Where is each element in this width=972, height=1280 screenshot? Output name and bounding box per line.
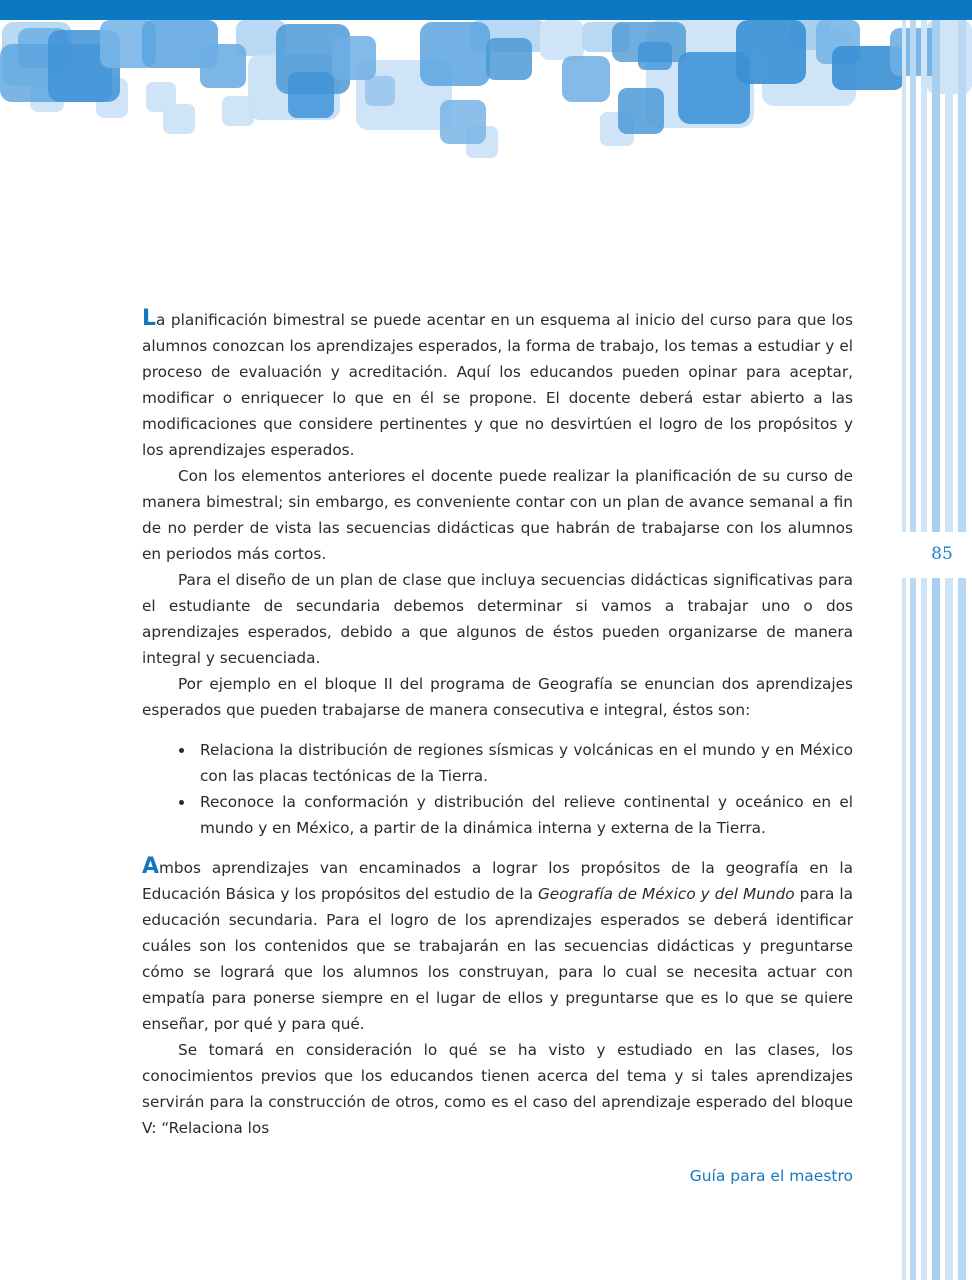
paragraph-5	[142, 855, 853, 1037]
page-number: 85	[931, 544, 953, 564]
footer-title: Guía para el maestro	[689, 1167, 853, 1185]
paragraph-3: Para el diseño de un plan de clase que incluya secuencias didácticas significativas para el estudiante de secundaria debemos determinar si vamos a trabajar uno o dos aprendizajes esperados, debido a que algunos de éstos pueden organizarse de manera integral y secuenciada.	[142, 571, 853, 667]
paragraph-2: Con los elementos anteriores el docente puede realizar la planificación de su curso de manera bimestral; sin embargo, es conveniente contar con un plan de avance semanal a fin de no perder de vista las secuencias didácticas que habrán de trabajarse con los alumnos en periodos más cortos.	[142, 467, 853, 563]
dropcap-a: A	[142, 854, 160, 879]
paragraph-4: Por ejemplo en el bloque II del programa de Geografía se enuncian dos aprendizajes esperados que pueden trabajarse de manera consecutiva e integral, éstos son:	[142, 675, 853, 719]
paragraph-1-text: a planificación bimestral se puede acentar en un esquema al inicio del curso para que los alumnos conozcan los aprendizajes esperados, la forma de trabajo, los temas a estudiar y el proceso de evaluación y acreditación. Aquí los educandos pueden opinar para aceptar, modificar o enriquecer lo que en él se propone. El docente deberá estar abierto a las modificaciones que considere pertinentes y que no desvirtúen el logro de los propósitos y los aprendizajes esperados.	[142, 311, 853, 459]
mid-squares	[0, 20, 940, 144]
list-item: Reconoce la conformación y distribución del relieve continental y oceánico en el mundo y en México, a partir de la dinámica interna y externa de la Tierra.	[200, 789, 853, 841]
body-text	[142, 307, 853, 1141]
decorative-side-stripes	[902, 20, 972, 1280]
book-title: Geografía de México y del Mundo	[537, 885, 795, 903]
paragraph-5-text-before: mbos aprendizajes van encaminados a lograr los propósitos de la geografía en la Educación Básica y los propósitos del estudio de la	[142, 859, 853, 903]
paragraph-1	[142, 307, 853, 463]
bullet-list	[142, 737, 853, 841]
paragraph-5-text-after: para la educación secundaria. Para el logro de los aprendizajes esperados se deberá identificar cuáles son los contenidos que se trabajarán en las secuencias didácticas y preguntarse cómo se logrará que los alumnos los construyan, para lo cual se necesita actuar con empatía para ponerse siempre en el lugar de ellos y preguntarse que es lo que se quiere enseñar, por qué y para qué.	[142, 885, 853, 1033]
list-item: Relaciona la distribución de regiones sísmicas y volcánicas en el mundo y en México con las placas tectónicas de la Tierra.	[200, 737, 853, 789]
dropcap-l: L	[142, 306, 157, 331]
paragraph-6: Se tomará en consideración lo qué se ha visto y estudiado en las clases, los conocimientos previos que los educandos tienen acerca del tema y si tales aprendizajes servirán para la construcción de otros, como es el caso del aprendizaje esperado del bloque V: “Relaciona los	[142, 1041, 853, 1137]
decorative-squares-header	[0, 0, 972, 170]
